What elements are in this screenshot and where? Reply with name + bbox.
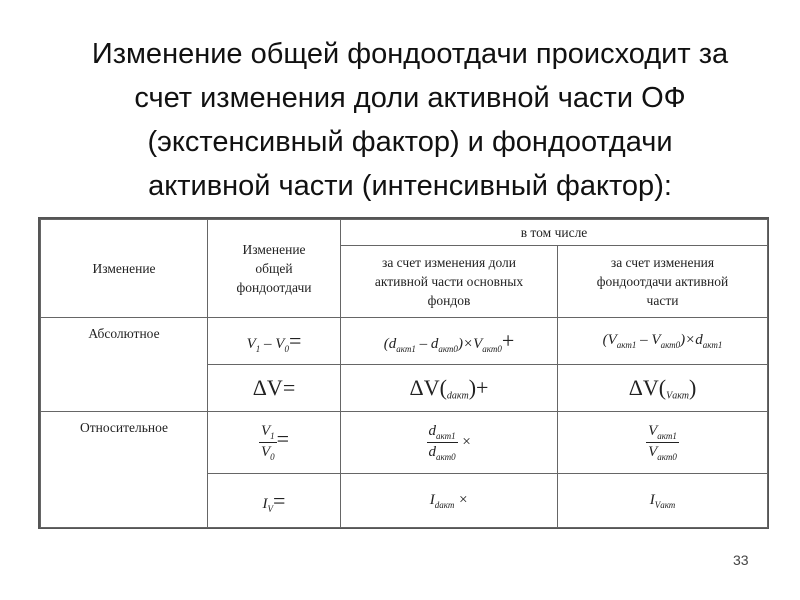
header-total-line-3: фондоотдачи bbox=[236, 280, 312, 295]
header-total-change bbox=[208, 220, 341, 318]
header-total-line-1: Изменение bbox=[242, 242, 306, 257]
header-share-line-3: фондов bbox=[427, 293, 471, 308]
row-absolute-label: Абсолютное bbox=[41, 318, 208, 412]
header-return-line-3: части bbox=[646, 293, 679, 308]
page-number: 33 bbox=[733, 552, 749, 568]
header-including: в том числе bbox=[341, 220, 768, 246]
formula-d-ratio: $\frac{d_{акт1}}{d_{акт0}}$ × bbox=[341, 412, 558, 474]
heading-line-2: счет изменения доли активной части ОФ bbox=[134, 82, 686, 114]
formula-delta-v-dakt: $\Delta V(_{dакт})+$ bbox=[341, 365, 558, 412]
formula-delta-v: ΔV= bbox=[208, 365, 341, 412]
heading-line-1: Изменение общей фондоотдачи происходит за bbox=[91, 38, 729, 70]
header-total-line-2: общей bbox=[255, 261, 293, 276]
slide-heading bbox=[40, 32, 780, 208]
formula-v1-over-v0: $\frac{V_1}{V_0}$ = bbox=[208, 412, 341, 474]
header-share-line-2: активной части основных bbox=[374, 274, 524, 289]
formula-return-absolute: $(V_{акт1} - V_{акт0})\times d_{акт1}$ bbox=[558, 318, 768, 365]
header-share-line-1: за счет изменения доли bbox=[381, 255, 517, 270]
fraction-v: $\frac{V_1}{V_0}$ bbox=[260, 423, 275, 462]
fraction-d: $\frac{d_{акт1}}{d_{акт0}}$ bbox=[428, 423, 456, 462]
header-due-return bbox=[558, 246, 768, 318]
formula-v1-minus-v0: $V_1 - V_0=$ bbox=[208, 318, 341, 365]
heading-line-3: (экстенсивный фактор) и фондоотдачи bbox=[147, 126, 673, 158]
formula-vakt-ratio bbox=[558, 412, 768, 474]
header-change: Изменение bbox=[41, 220, 208, 318]
header-return-line-2: фондоотдачи активной bbox=[596, 274, 729, 289]
header-due-share bbox=[341, 246, 558, 318]
row-relative-label: Относительное bbox=[41, 412, 208, 528]
formula-i-dakt: $I_{dакт}$ × bbox=[341, 474, 558, 528]
fraction-vakt: $\frac{V_{акт1}}{V_{акт0}}$ bbox=[648, 423, 677, 462]
factor-table bbox=[38, 217, 769, 529]
formula-iv: $I_V=$ bbox=[208, 474, 341, 528]
header-return-line-1: за счет изменения bbox=[610, 255, 715, 270]
formula-i-vakt: $I_{Vакт}$ bbox=[558, 474, 768, 528]
heading-line-4: активной части (интенсивный фактор): bbox=[148, 170, 672, 202]
formula-delta-v-vakt: $\Delta V(_{Vакт})$ bbox=[558, 365, 768, 412]
formula-share-absolute: $(d_{акт1} - d_{акт0})\times V_{акт0}+$ bbox=[341, 318, 558, 365]
